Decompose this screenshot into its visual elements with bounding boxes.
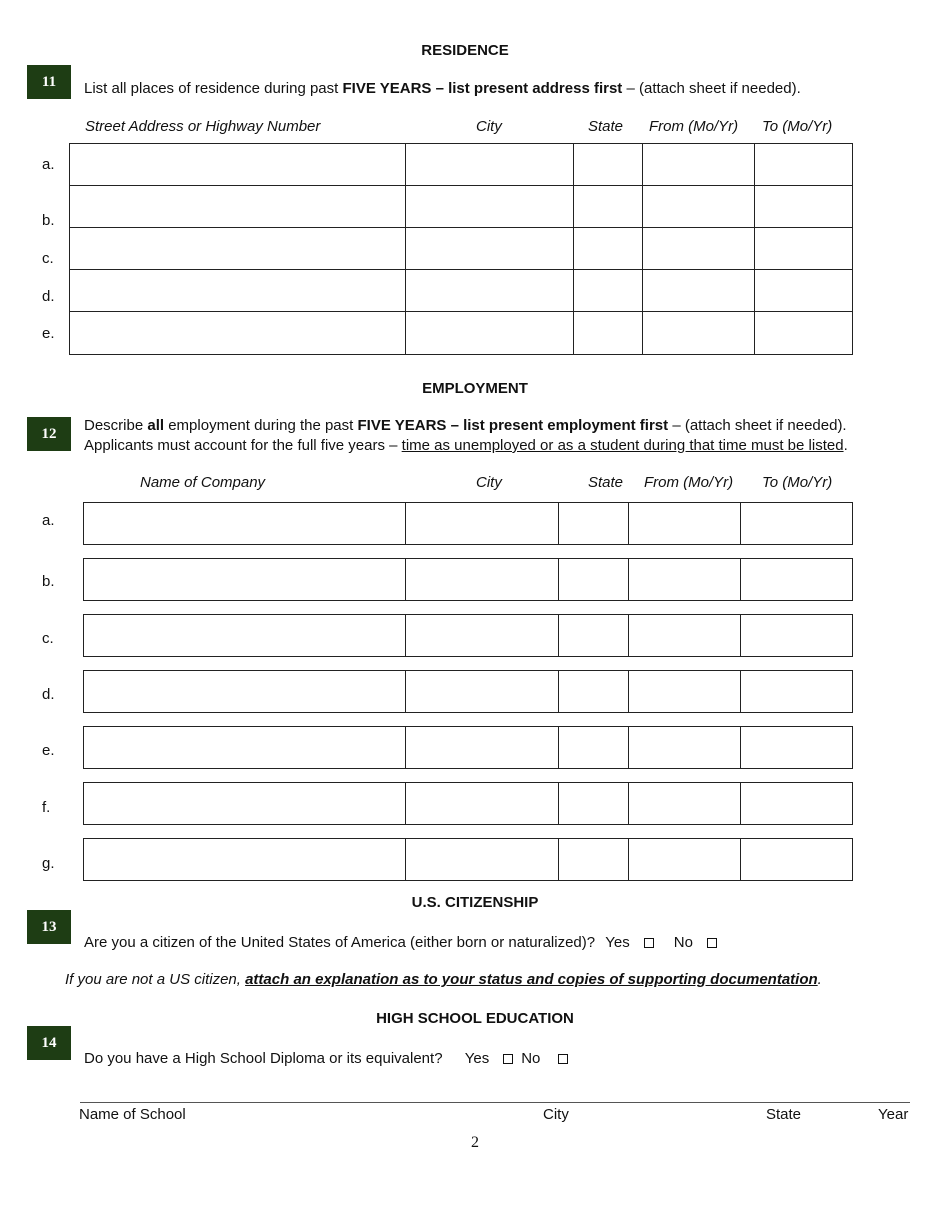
citizenship-note-bold: attach an explanation as to your status and copies of supporting documentation (245, 971, 818, 988)
section-13-badge: 13 (27, 910, 71, 944)
employment-row-label: g. (42, 855, 55, 872)
employment-row-b[interactable] (83, 558, 853, 601)
high-school-yes-label: Yes (464, 1050, 490, 1067)
emp-instr-bold: FIVE YEARS – list present employment first (357, 417, 669, 434)
emp-instr-text: Describe (84, 417, 148, 434)
employment-row-label: a. (42, 512, 55, 529)
page-number: 2 (471, 1134, 479, 1151)
employment-row-label: d. (42, 686, 55, 703)
residence-instr-post: – (attach sheet if needed). (622, 80, 801, 97)
citizenship-yes-label: Yes (605, 934, 630, 951)
residence-row-label: b. (42, 212, 55, 229)
citizenship-no-checkbox[interactable] (707, 938, 717, 948)
residence-col-state: State (588, 118, 624, 135)
emp-instr-text: Applicants must account for the full five years – (84, 437, 402, 454)
employment-row-g[interactable] (83, 838, 853, 881)
emp-instr-text: employment during the past (164, 417, 358, 434)
citizenship-heading: U.S. CITIZENSHIP (411, 894, 539, 911)
employment-col-company: Name of Company (140, 474, 266, 491)
school-year-label: Year (878, 1106, 909, 1123)
citizenship-yes-checkbox[interactable] (644, 938, 654, 948)
school-name-label: Name of School (79, 1106, 186, 1123)
section-11-badge: 11 (27, 65, 71, 99)
employment-row-label: e. (42, 742, 55, 759)
high-school-question-line (84, 1050, 574, 1067)
employment-row-c[interactable] (83, 614, 853, 657)
citizenship-note-end: . (817, 971, 822, 988)
citizenship-question-line (84, 934, 723, 951)
high-school-no-label: No (521, 1050, 541, 1067)
employment-row-e[interactable] (83, 726, 853, 769)
employment-row-label: f. (42, 799, 51, 816)
residence-col-city: City (476, 118, 502, 135)
residence-row-label: e. (42, 325, 55, 342)
employment-col-state: State (588, 474, 624, 491)
emp-instr-text: – (attach sheet if needed). (668, 417, 847, 434)
school-signature-line[interactable] (80, 1102, 910, 1103)
employment-row-a[interactable] (83, 502, 853, 545)
residence-table[interactable] (69, 143, 853, 355)
citizenship-question: Are you a citizen of the United States of America (either born or naturalized)? (84, 934, 596, 951)
school-state-label: State (766, 1106, 802, 1123)
employment-heading: EMPLOYMENT (422, 380, 528, 397)
residence-col-from: From (Mo/Yr) (649, 118, 739, 135)
residence-col-to: To (Mo/Yr) (762, 118, 833, 135)
residence-row-label: a. (42, 156, 55, 173)
residence-row-label: c. (42, 250, 54, 267)
residence-instr-bold: FIVE YEARS – list present address first (342, 80, 623, 97)
section-12-badge: 12 (27, 417, 71, 451)
citizenship-no-label: No (673, 934, 693, 951)
residence-instr-text: List all places of residence during past (84, 80, 343, 97)
citizenship-note-text: If you are not a US citizen, (65, 971, 246, 988)
employment-row-label: c. (42, 630, 54, 647)
employment-instructions-line1 (84, 417, 847, 434)
residence-instructions (84, 80, 801, 97)
high-school-yes-checkbox[interactable] (503, 1054, 513, 1064)
emp-instr-text: . (843, 437, 848, 454)
section-14-badge: 14 (27, 1026, 71, 1060)
school-city-label: City (543, 1106, 569, 1123)
emp-instr-underlined: time as unemployed or as a student during that time must be listed (401, 437, 844, 454)
residence-col-street: Street Address or Highway Number (85, 118, 321, 135)
emp-instr-bold: all (147, 417, 165, 434)
residence-row-label: d. (42, 288, 55, 305)
high-school-question: Do you have a High School Diploma or its equivalent? (84, 1050, 443, 1067)
employment-row-label: b. (42, 573, 55, 590)
residence-heading: RESIDENCE (421, 42, 509, 59)
employment-row-d[interactable] (83, 670, 853, 713)
employment-col-city: City (476, 474, 502, 491)
citizenship-note (65, 971, 822, 988)
employment-row-f[interactable] (83, 782, 853, 825)
employment-instructions-line2 (84, 437, 848, 454)
high-school-heading: HIGH SCHOOL EDUCATION (376, 1010, 574, 1027)
employment-col-to: To (Mo/Yr) (762, 474, 833, 491)
high-school-no-checkbox[interactable] (558, 1054, 568, 1064)
employment-col-from: From (Mo/Yr) (644, 474, 734, 491)
